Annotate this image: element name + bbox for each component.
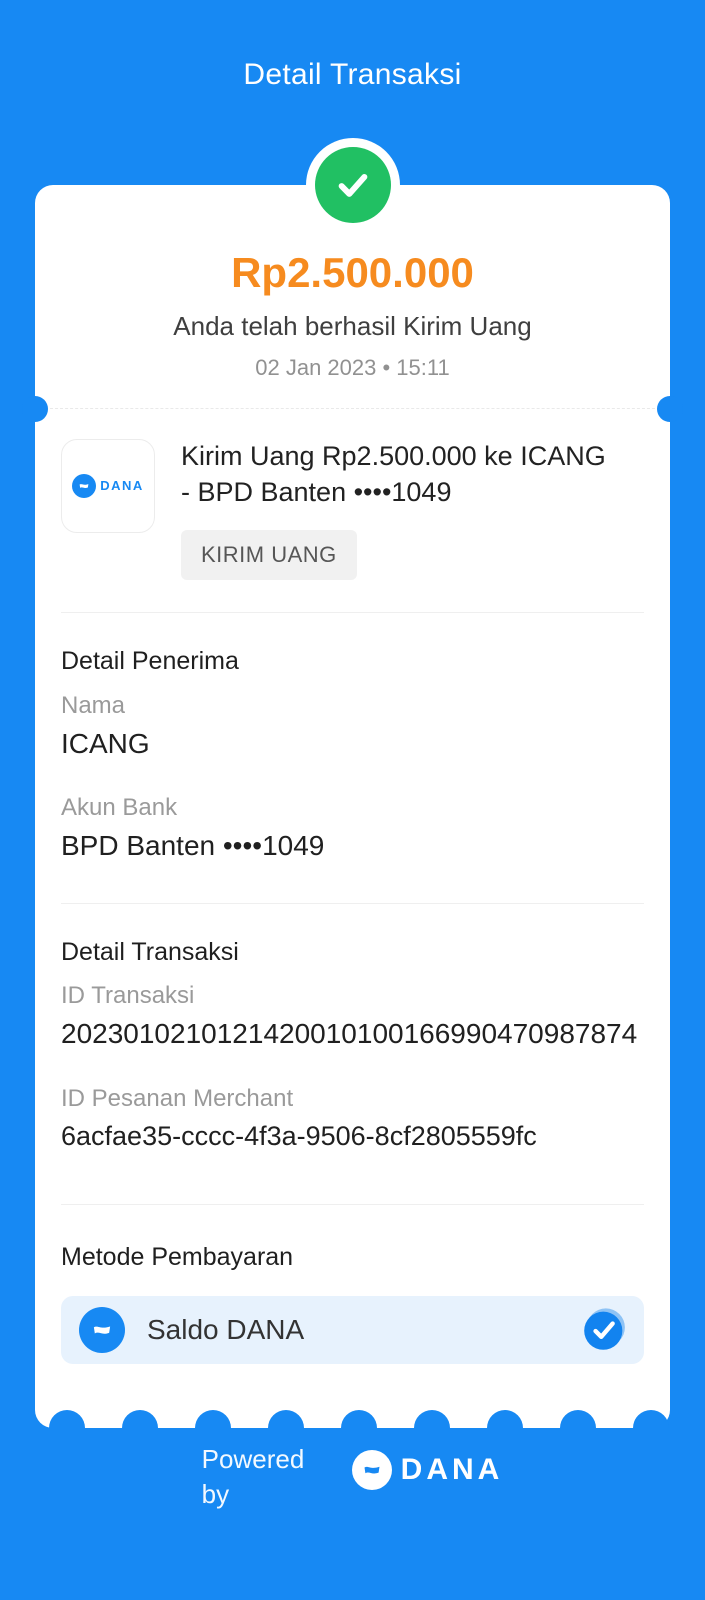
payment-method-section <box>35 1243 670 1272</box>
scallop-bump <box>341 1410 377 1428</box>
field-label-id-transaksi: ID Transaksi <box>61 982 195 1010</box>
scallop-bump <box>487 1410 523 1428</box>
dana-wordmark: DANA <box>400 1453 504 1486</box>
scallop-bump <box>414 1410 450 1428</box>
success-badge <box>306 138 400 232</box>
transaction-amount: Rp2.500.000 <box>231 249 474 296</box>
transaction-type-badge: KIRIM UANG <box>181 530 357 580</box>
scallop-bump <box>122 1410 158 1428</box>
merchant-logo-box <box>61 439 155 533</box>
receipt-card <box>35 185 670 1428</box>
recipient-heading: Detail Penerima <box>61 647 239 676</box>
powered-by-label: Powered by <box>201 1444 305 1510</box>
field-label-akun-bank: Akun Bank <box>61 794 178 822</box>
transaction-datetime: 02 Jan 2023 • 15:11 <box>255 355 450 381</box>
scallop-bump <box>195 1410 231 1428</box>
page-title: Detail Transaksi <box>243 58 462 91</box>
dana-wordmark: DANA <box>100 478 144 494</box>
check-badge-icon <box>582 1308 626 1352</box>
scallop-bump <box>268 1410 304 1428</box>
field-label-id-pesanan: ID Pesanan Merchant <box>61 1084 294 1112</box>
dana-logo-icon <box>72 474 144 498</box>
payment-method-row[interactable] <box>61 1296 644 1364</box>
recipient-section <box>35 647 670 863</box>
transaction-title: Kirim Uang Rp2.500.000 ke ICANG - BPD Banten ••••1049 <box>181 440 606 507</box>
payment-method-name: Saldo DANA <box>147 1313 305 1345</box>
tear-notch-right <box>657 396 683 422</box>
dana-flag-icon <box>352 1450 392 1490</box>
status-message: Anda telah berhasil Kirim Uang <box>173 311 532 342</box>
dana-flag-icon <box>79 1307 125 1353</box>
dana-logo-footer <box>352 1450 504 1490</box>
success-check-icon <box>315 147 391 223</box>
field-value-nama: ICANG <box>61 727 150 759</box>
section-divider <box>61 903 644 904</box>
field-value-akun-bank: BPD Banten ••••1049 <box>61 830 325 862</box>
scallop-bump <box>49 1410 85 1428</box>
scallop-bump <box>633 1410 669 1428</box>
field-value-id-pesanan: 6acfae35-cccc-4f3a-9506-8cf2805559fc <box>61 1120 537 1151</box>
field-value-id-transaksi: 2023010210121420010100166990470987874 <box>61 1018 638 1050</box>
transaction-detail-section <box>35 938 670 1152</box>
dana-flag-icon <box>72 474 96 498</box>
ticket-tear-divider <box>35 408 670 409</box>
tear-notch-left <box>22 396 48 422</box>
section-divider <box>61 612 644 613</box>
section-divider <box>61 1204 644 1205</box>
scalloped-edge <box>35 1410 670 1428</box>
transaction-detail-heading: Detail Transaksi <box>61 937 239 966</box>
transaction-summary-row <box>35 409 670 580</box>
payment-method-heading: Metode Pembayaran <box>61 1242 294 1271</box>
footer <box>0 1442 705 1512</box>
field-label-nama: Nama <box>61 691 126 719</box>
transaction-info <box>181 439 640 580</box>
scallop-bump <box>560 1410 596 1428</box>
